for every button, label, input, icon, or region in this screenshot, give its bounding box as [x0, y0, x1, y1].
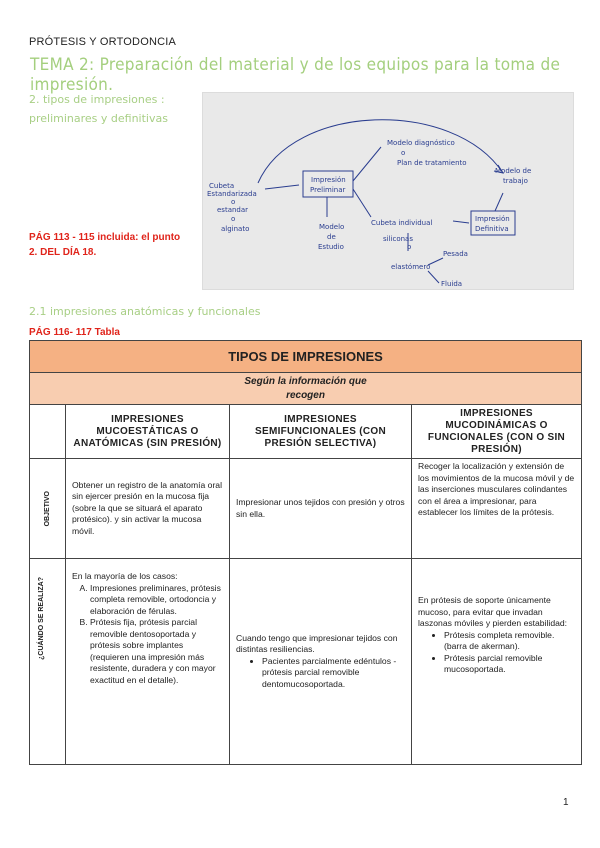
sketch-arrow-4 [353, 189, 371, 217]
impressions-table [29, 340, 582, 765]
table-row [30, 459, 582, 559]
page-reference-2: PÁG 116- 117 Tabla [29, 327, 120, 338]
table-corner [30, 405, 66, 459]
sketch-text-model2: de [327, 233, 336, 241]
list-item: • Pacientes parcialmente edéntulos - prótesis parcial removible dentomucosoportada. [262, 656, 405, 691]
list-item: • Prótesis completa removible. (barra de akerman). [444, 630, 575, 653]
sketch-text-prelim2: Preliminar [310, 186, 346, 194]
sketch-text-model3: Estudio [318, 243, 344, 251]
cell-cuando-anatomicas [66, 559, 230, 765]
sketch-arrow-9 [428, 271, 439, 283]
section-2-1-heading: 2.1 impresiones anatómicas y funcionales [29, 305, 261, 318]
sketch-text-def1: Impresión [475, 215, 510, 223]
table-title: TIPOS DE IMPRESIONES [30, 341, 582, 373]
row-label-objetivo [30, 459, 66, 559]
list-item: A. Impresiones preliminares, prótesis completa removible, ortodoncia y elaboración de férulas. [90, 583, 223, 618]
page-title: TEMA 2: Preparación del material y de los equipos para la toma de impresión. [30, 55, 561, 95]
cell-objetivo-funcionales: Recoger la localización y extensión de los movimientos de la mucosa móvil y de las inserciones musculares colindantes con el área a impresionar, para establecer los límites de la prótesis. [412, 459, 582, 559]
section-2-heading-line2: preliminares y definitivas [29, 112, 168, 125]
cell-objetivo-anatomicas: Obtener un registro de la anatomía oral sin ejercer presión en la mucosa fija (sobre la que se situará el aparato protésico). y sin activar la mucosa móvil. [66, 459, 230, 559]
sketch-text-a5: o [231, 215, 236, 223]
sketch-text-diag: Modelo diagnóstico [387, 139, 455, 147]
table-subtitle-text: Según la información que recogen [244, 375, 367, 401]
column-header-funcionales: IMPRESIONES MUCODINÁMICAS O FUNCIONALES (CON O SIN PRESIÓN) [412, 405, 582, 459]
table-subtitle [30, 373, 582, 405]
sketch-text-trabajo2: trabajo [503, 177, 528, 185]
cell-objetivo-semifuncionales: Impresionar unos tejidos con presión y otros sin ella. [230, 459, 412, 559]
sketch-photo [202, 92, 574, 290]
sketch-arrow-6 [495, 193, 503, 211]
sketch-text-a4: estandar [217, 206, 249, 214]
sketch-arc [258, 120, 503, 183]
sketch-text-pesada: Pesada [443, 250, 468, 258]
list-item-note: (requieren una impresión más resistente, duradera y con mayor exactitud en el detalle). [90, 651, 216, 685]
sketch-arrow-3 [353, 147, 381, 181]
row-label-cuando [30, 559, 66, 765]
column-header-anatomicas: IMPRESIONES MUCOESTÁTICAS O ANATÓMICAS (SIN PRESIÓN) [66, 405, 230, 459]
section-2-heading-line1: 2. tipos de impresiones : [29, 93, 165, 106]
cell-cuando-funcionales-list [418, 630, 575, 676]
row-label-cuando-text: ¿CUÁNDO SE REALIZA? [37, 577, 45, 660]
sketch-text-o2: o [407, 243, 412, 251]
sketch-text-cubind: Cubeta individual [371, 219, 433, 227]
sketch-text-model1: Modelo [319, 223, 345, 231]
cell-cuando-semifuncionales-list [236, 656, 405, 691]
cell-cuando-anatomicas-list [72, 583, 223, 687]
list-item [90, 617, 223, 686]
sketch-text-fluida: Fluida [441, 280, 463, 288]
cell-cuando-funcionales [412, 559, 582, 765]
cell-cuando-anatomicas-intro: En la mayoría de los casos: [72, 571, 178, 581]
sketch-text-a3: o [231, 198, 236, 206]
sketch-text-a1: Cubeta [209, 182, 235, 190]
sketch-text-prelim1: Impresión [311, 176, 346, 184]
sketch-diagram [203, 93, 573, 289]
table-row [30, 559, 582, 765]
sketch-text-trabajo1: Modelo de [495, 167, 532, 175]
sketch-text-elastom: elastómero [391, 263, 431, 271]
subject-header: PRÓTESIS Y ORTODONCIA [29, 36, 177, 48]
cell-cuando-semifuncionales-intro: Cuando tengo que impresionar tejidos con distintas resiliencias. [236, 632, 398, 655]
cell-cuando-semifuncionales [230, 559, 412, 765]
column-header-semifuncionales: IMPRESIONES SEMIFUNCIONALES (CON PRESIÓN SELECTIVA) [230, 405, 412, 459]
page-reference-1: PÁG 113 - 115 incluida: el punto 2. DEL DÍA 18. [29, 232, 181, 258]
sketch-text-siliconas: siliconas [383, 235, 413, 243]
section-2-heading [29, 90, 168, 128]
sketch-text-plan: Plan de tratamiento [397, 159, 467, 167]
page-number: 1 [563, 797, 569, 808]
sketch-text-def2: Definitiva [475, 225, 509, 233]
sketch-arrow-5 [453, 221, 469, 223]
list-item-text: Prótesis fija, prótesis parcial removible dentosoportada y prótesis sobre implantes [90, 617, 197, 650]
list-item: • Prótesis parcial removible mucosoportada. [444, 653, 575, 676]
sketch-text-a2: Estandarizada [207, 190, 257, 198]
sketch-arrow-1 [265, 185, 299, 189]
row-label-objetivo-text: OBJETIVO [44, 490, 51, 527]
sketch-text-a6: alginato [221, 225, 250, 233]
cell-cuando-funcionales-intro: En prótesis de soporte únicamente mucoso, para evitar que invadan laszonas móviles y pierden estabilidad: [418, 595, 568, 628]
sketch-text-diag-o: o [401, 149, 406, 157]
